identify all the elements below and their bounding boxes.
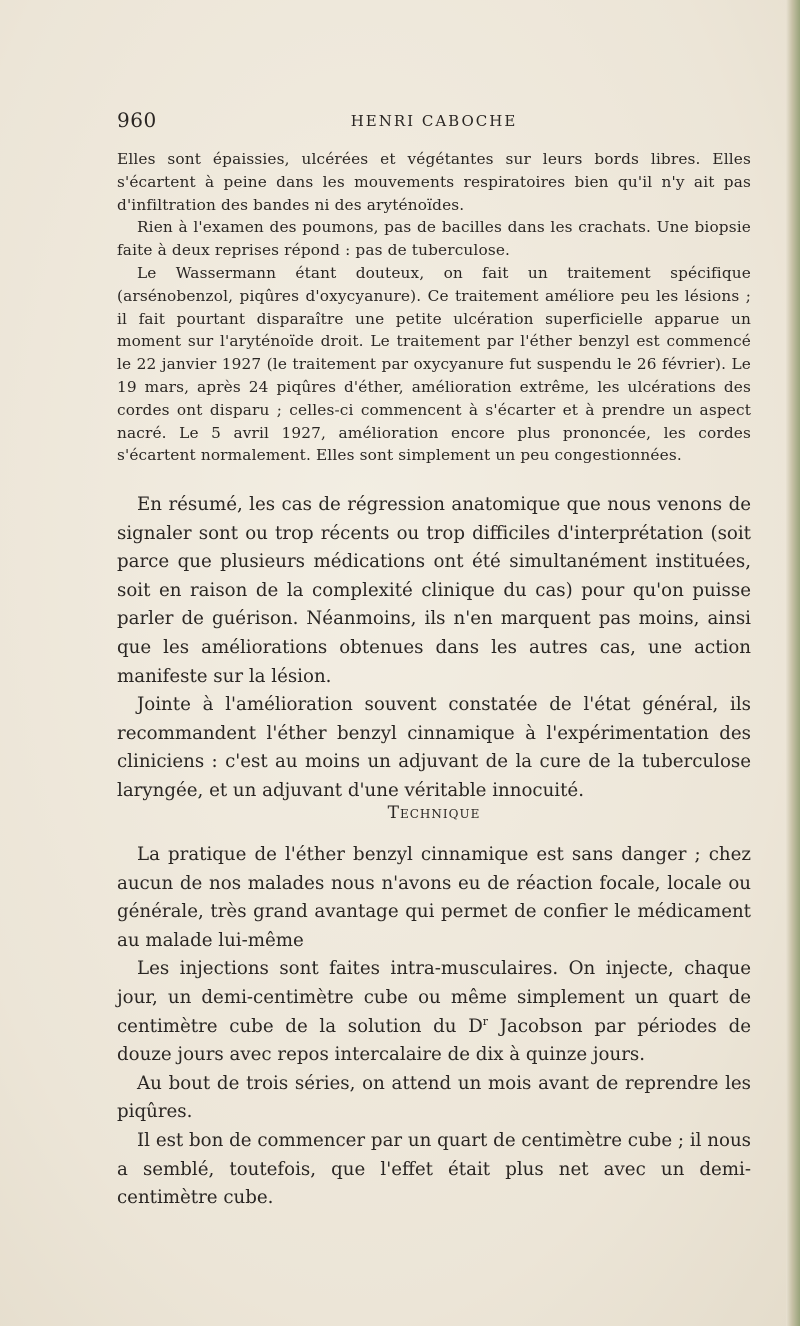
case-paragraph: Rien à l'examen des poumons, pas de bacilles dans les crachats. Une biopsie faite à deux reprises répond : pas de tuberculose.	[117, 218, 751, 260]
page-header	[117, 108, 751, 132]
technique-paragraph	[117, 955, 751, 1069]
technique-paragraph: La pratique de l'éther benzyl cinnamique est sans danger ; chez aucun de nos malades nous n'avons eu de réaction focale, locale ou générale, très grand avantage qui permet de confier le médicament au malade lui-même	[117, 844, 751, 951]
technique-text: Jacobson par périodes de douze jours avec repos intercalaire de dix à quinze jours.	[117, 1015, 751, 1066]
technique-section	[117, 841, 751, 1213]
case-paragraph: Le Wassermann étant douteux, on fait un traitement spécifique (arsénobenzol, piqûres d'oxycyanure). Ce traitement améliore peu les lésions ; il fait pourtant disparaître une petite ulcération superficielle apparue un moment sur l'aryténoïde droit. Le traitement par l'éther benzyl est commencé le 22 janvier 1927 (le traitement par oxycyanure fut suspendu le 26 février). Le 19 mars, après 24 piqûres d'éther, amélioration extrême, les ulcérations des cordes ont disparu ; celles-ci commencent à s'écarter et à prendre un aspect nacré. Le 5 avril 1927, amélioration encore plus prononcée, les cordes s'écartent normalement. Elles sont simplement un peu congestionnées.	[117, 263, 751, 465]
summary-section	[117, 491, 751, 806]
page-edge	[786, 0, 800, 1326]
technique-text: Les injections sont faites intra-musculaires. On injecte, chaque jour, un demi-centimètre cube ou même simplement un quart de centimètre cube de la solution du D	[117, 958, 751, 1037]
technique-paragraph: Il est bon de commencer par un quart de centimètre cube ; il nous a semblé, toutefois, que l'effet était plus net avec un demi-centimètre cube.	[117, 1129, 751, 1209]
case-report	[117, 148, 751, 467]
running-head: HENRI CABOCHE	[350, 112, 518, 130]
superscript: r	[482, 1014, 489, 1028]
summary-paragraph: Jointe à l'amélioration souvent constatée de l'état général, ils recommandent l'éther benzyl cinnamique à l'expérimentation des cliniciens : c'est au moins un adjuvant de la cure de la tuberculose laryngée, et un adjuvant d'une véritable innocuité.	[117, 694, 751, 801]
page-number: 960	[117, 108, 157, 132]
summary-paragraph: En résumé, les cas de régression anatomique que nous venons de signaler sont ou trop récents ou trop difficiles d'interprétation (soit parce que plusieurs médications ont été simultanément instituées, soit en raison de la complexité clinique du cas) pour qu'on puisse parler de guérison. Néanmoins, ils n'en marquent pas moins, ainsi que les améliorations obtenues dans les autres cas, une action manifeste sur la lésion.	[117, 494, 751, 687]
technique-paragraph: Au bout de trois séries, on attend un mois avant de reprendre les piqûres.	[117, 1072, 751, 1123]
case-paragraph: Elles sont épaissies, ulcérées et végétantes sur leurs bords libres. Elles s'écartent à peine dans les mouvements respiratoires bien qu'il n'y ait pas d'infiltration des bandes ni des aryténoïdes.	[117, 150, 751, 214]
section-title: Technique	[387, 803, 481, 823]
